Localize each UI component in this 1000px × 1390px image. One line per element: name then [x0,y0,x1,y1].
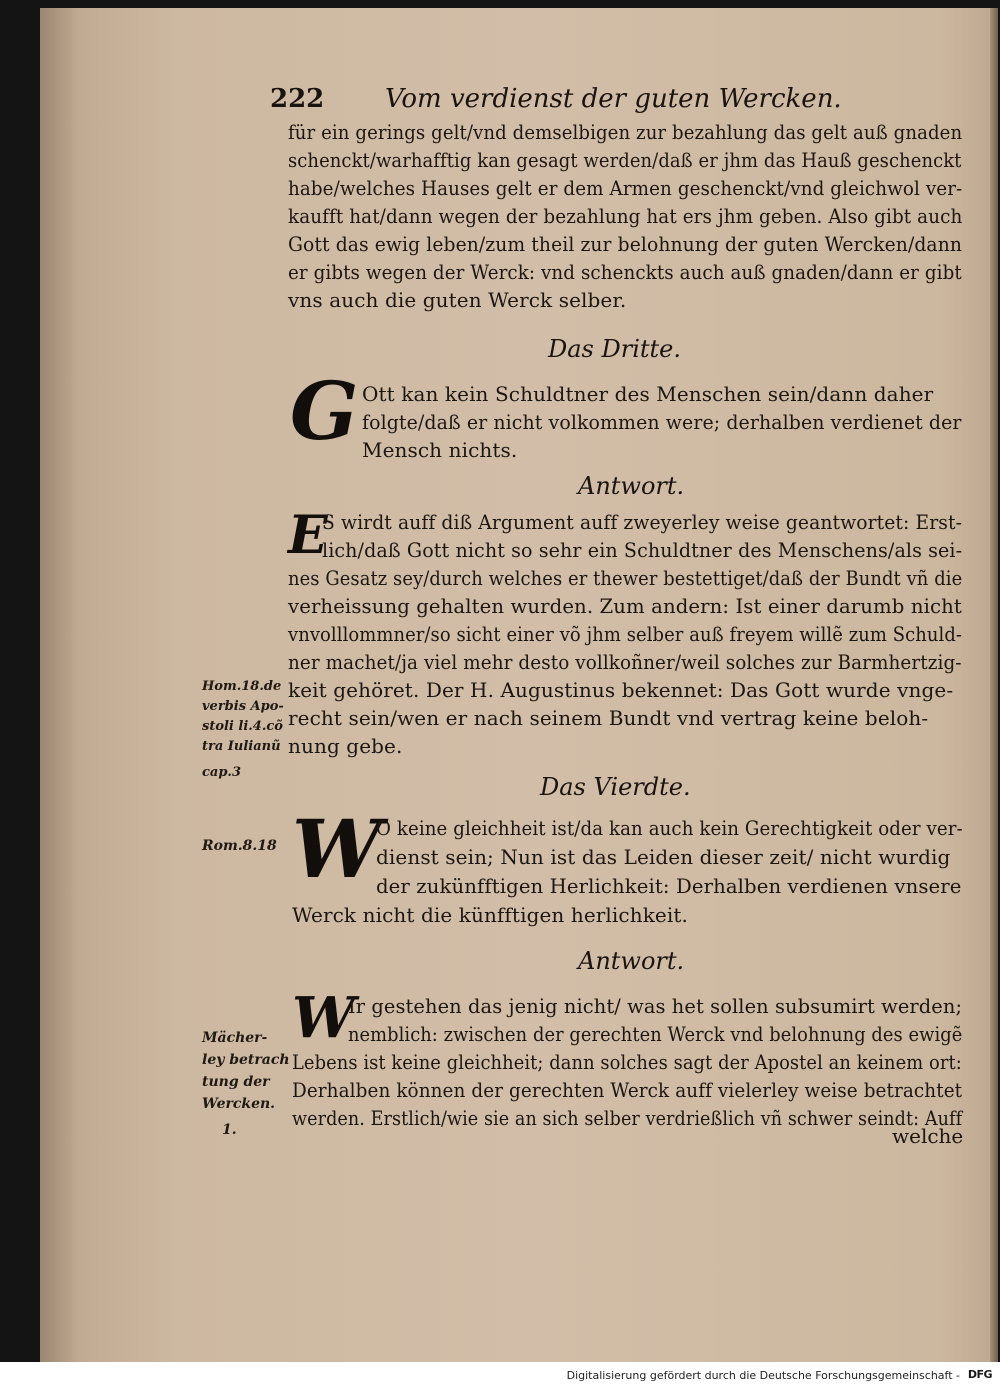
running-title: Vom verdienst der guten Wercken. [385,84,842,114]
margin-note-line: verbis Apo- [202,699,284,714]
text-line: folgte/daß er nicht volkommen were; derhalben verdienet der [362,410,962,434]
text-line: Mensch nichts. [362,438,518,462]
text-line: nung gebe. [288,734,403,758]
text-line: er gibts wegen der Werck: vnd schenckts auch auß gnaden/dann er gibt [288,260,962,284]
text-line: der zukünfftigen Herlichkeit: Derhalben verdienen vnsere [376,874,962,898]
margin-note-line: tra Iulianũ [202,739,281,754]
page-number: 222 [270,84,325,114]
margin-note-line: cap.3 [202,765,241,780]
text-line: Werck nicht die künfftigen herlichkeit. [292,903,688,927]
text-line: Lebens ist keine gleichheit; dann solches sagt der Apostel an keinem ort: [292,1050,962,1074]
text-line: werden. Erstlich/wie sie an sich selber verdrießlich vñ schwer seindt: Auff [292,1106,963,1130]
text-line: recht sein/wen er nach seinem Bundt vnd vertrag keine beloh- [288,706,929,730]
text-line: vns auch die guten Werck selber. [288,288,627,312]
text-line: dienst sein; Nun ist das Leiden dieser zeit/ nicht wurdig [376,845,951,869]
text-line: kaufft hat/dann wegen der bezahlung hat ers jhm geben. Also gibt auch [288,204,963,228]
section-heading-dritte: Das Dritte. [548,335,682,363]
catchword: welche [892,1124,964,1148]
text-line: lich/daß Gott nicht so sehr ein Schuldtner des Menschens/als sei- [322,538,963,562]
decorated-initial: E [288,505,328,566]
text-line: schenckt/warhafftig kan gesagt werden/daß er jhm das Hauß geschenckt [288,148,962,172]
text-line: vnvolllommner/so sicht einer võ jhm selber auß freyem willẽ zum Schuld- [288,622,963,646]
decorated-initial: W [292,802,382,896]
page-edge [990,8,998,1362]
margin-note-line: stoli li.4.cõ [202,719,283,734]
text-line: nemblich: zwischen der gerechten Werck vnd belohnung des ewigẽ [348,1022,963,1046]
decorated-initial: G [290,364,359,458]
text-line: Ott kan kein Schuldtner des Menschen sein/dann daher [362,382,934,406]
footer-bar [0,1362,1000,1390]
text-line: S wirdt auff diß Argument auff zweyerley weise geantwortet: Erst- [322,510,963,534]
funding-notice: Digitalisierung gefördert durch die Deutsche Forschungsgemeinschaft - [566,1369,960,1382]
margin-note-rom: Rom.8.18 [202,838,277,854]
dfg-logo: DFG [967,1368,992,1381]
section-heading-antwort-2: Antwort. [578,947,685,975]
decorated-initial: W [292,985,355,1051]
margin-note-line: Wercken. [202,1096,276,1112]
margin-note-line: Mächer- [202,1030,268,1046]
text-line: habe/welches Hauses gelt er dem Armen geschenckt/vnd gleichwol ver- [288,176,963,200]
margin-note-line: Hom.18.de [202,679,282,694]
text-line: verheissung gehalten wurden. Zum andern: Ist einer darumb nicht [288,594,962,618]
margin-note-line: 1. [222,1122,237,1138]
text-line: ner machet/ja viel mehr desto vollkoñner/weil solches zur Barmhertzig- [288,650,962,674]
text-line: Derhalben können der gerechten Werck auff vielerley weise betrachtet [292,1078,963,1102]
text-line: Ir gestehen das jenig nicht/ was het sollen subsumirt werden; [348,994,963,1018]
text-line: nes Gesatz sey/durch welches er thewer bestettiget/daß der Bundt vñ die [288,566,963,590]
margin-note-line: tung der [202,1074,270,1090]
text-line: Gott das ewig leben/zum theil zur belohnung der guten Wercken/dann [288,232,962,256]
margin-note-line: ley betrach [202,1052,290,1068]
text-line: O keine gleichheit ist/da kan auch kein Gerechtigkeit oder ver- [376,816,963,840]
text-line: keit gehöret. Der H. Augustinus bekennet: Das Gott wurde vnge- [288,678,954,702]
text-line: für ein gerings gelt/vnd demselbigen zur bezahlung das gelt auß gnaden [288,120,963,144]
section-heading-antwort-1: Antwort. [578,472,685,500]
section-heading-vierdte: Das Vierdte. [540,773,691,801]
